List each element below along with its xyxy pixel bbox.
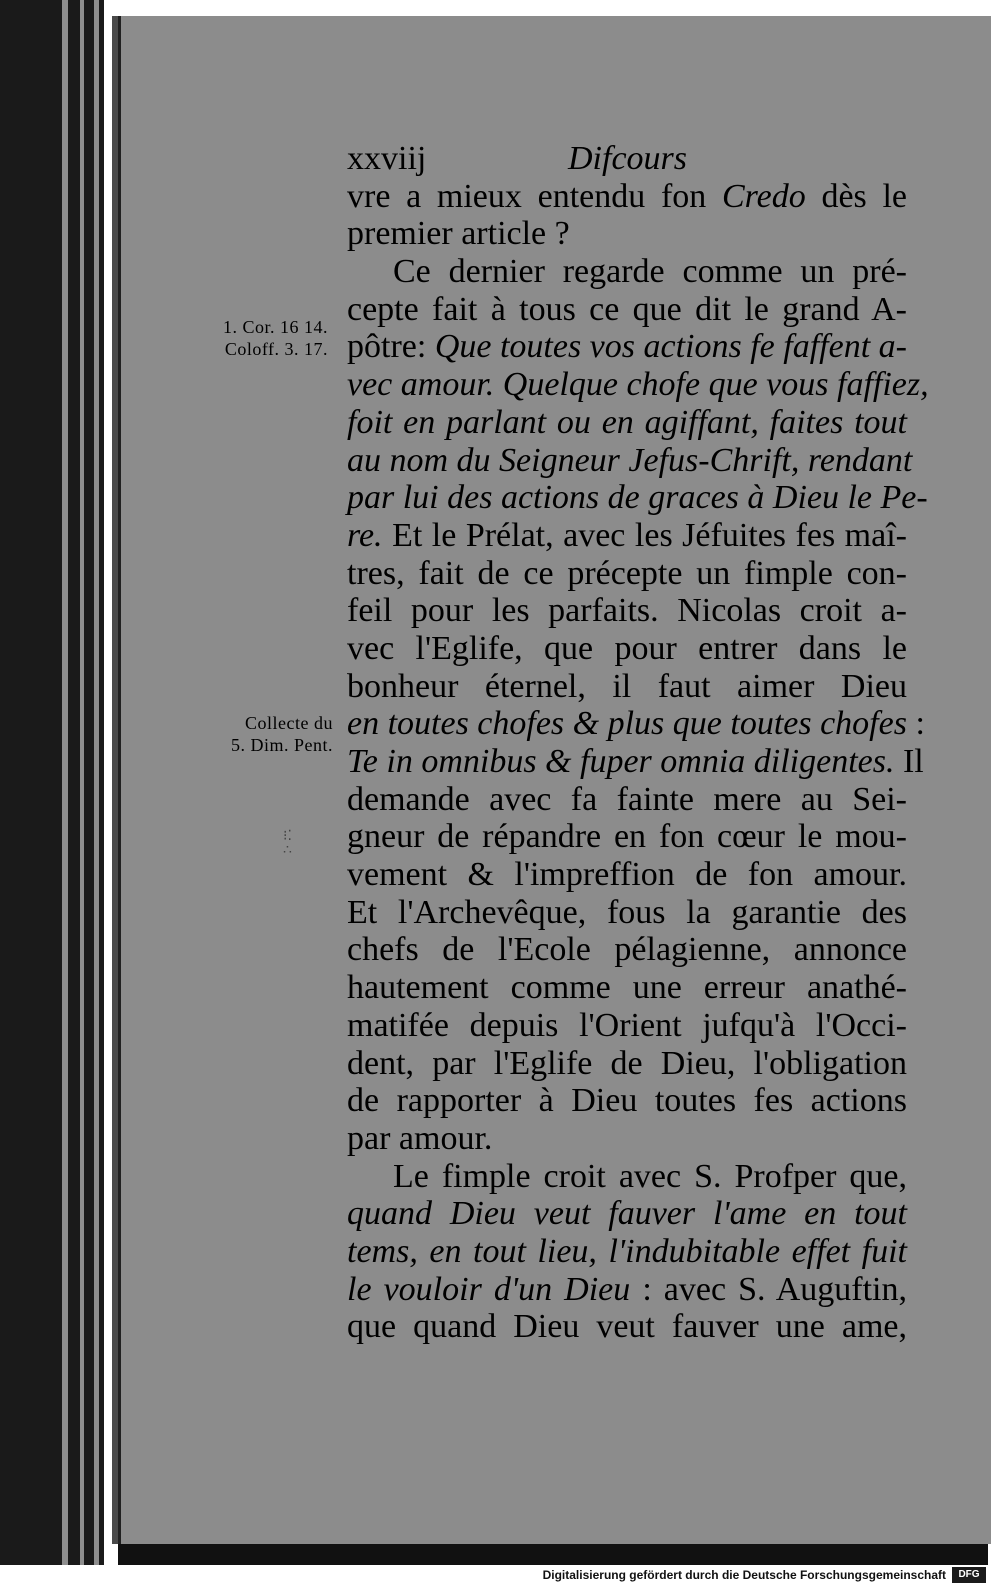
text-line xyxy=(347,366,929,404)
italic-run: en toutes chofes & plus que toutes chofes xyxy=(347,705,907,743)
text-run: de rapporter à Dieu toutes fes actions xyxy=(347,1082,907,1120)
text-run: par amour. xyxy=(347,1119,493,1157)
italic-run: Te in omnibus & fuper omnia diligentes. xyxy=(347,743,895,780)
text-line xyxy=(347,630,907,668)
text-line xyxy=(347,178,907,216)
text-run: dès le xyxy=(805,177,908,215)
text-line xyxy=(347,1308,907,1346)
spine-edge xyxy=(62,0,68,1565)
text-line xyxy=(347,215,907,253)
italic-run: quand Dieu veut fauver l'ame en tout xyxy=(347,1195,907,1233)
text-line xyxy=(347,743,924,781)
spine-edge xyxy=(80,0,84,1565)
dfg-logo: DFG xyxy=(952,1567,986,1583)
text-run: matifée depuis l'Orient jufqu'à l'Occi- xyxy=(347,1006,907,1044)
running-header xyxy=(347,140,907,178)
text-run: tres, fait de ce précepte un fimple con- xyxy=(347,554,907,592)
text-run: bonheur éternel, il faut aimer Dieu xyxy=(347,667,907,705)
italic-run: par lui des actions de graces à Dieu le Pe- xyxy=(347,479,928,517)
text-run: cepte fait à tous ce que dit le grand A- xyxy=(347,290,907,328)
ink-smudge: ⁝⁚ ∴ xyxy=(283,829,292,858)
text-run: feil pour les parfaits. Nicolas croit a- xyxy=(347,592,907,630)
text-run: : avec S. Auguftin, xyxy=(630,1270,907,1308)
margin-note-collect xyxy=(168,712,333,756)
italic-run: re. xyxy=(347,516,383,554)
text-run: vec l'Eglife, que pour entrer dans le xyxy=(347,629,907,667)
spine-edge xyxy=(94,0,99,1565)
text-line xyxy=(347,592,907,630)
text-run: hautement comme une erreur anathé- xyxy=(347,969,907,1007)
text-run: Le fimple croit avec S. Profper que, xyxy=(393,1157,907,1195)
text-run: Ce dernier regarde comme un pré- xyxy=(393,253,907,291)
italic-run: au nom du Seigneur Jefus-Chrift, rendant xyxy=(347,441,913,479)
text-line xyxy=(347,668,907,706)
text-run: vement & l'impreffion de fon amour. xyxy=(347,856,907,894)
text-run: Il xyxy=(894,743,924,780)
book-spine xyxy=(0,0,104,1565)
text-run: que quand Dieu veut fauver une ame, xyxy=(347,1308,907,1346)
margin-note-scripture xyxy=(168,316,328,360)
italic-run: foit en parlant ou en agiffant, faites tout xyxy=(347,403,907,441)
italic-run: Credo xyxy=(721,177,806,215)
running-title: Difcours xyxy=(568,140,687,177)
margin-note-line: 1. Cor. 16 14. xyxy=(222,317,328,337)
text-line xyxy=(347,931,907,969)
page-number: xxviij xyxy=(347,140,427,177)
text-run: Et le Prélat, avec les Jéfuites fes maî- xyxy=(382,516,907,554)
text-line xyxy=(347,1120,907,1158)
text-line xyxy=(347,894,907,932)
margin-note-line: Coloff. 3. 17. xyxy=(224,339,328,359)
text-line xyxy=(347,818,907,856)
text-line xyxy=(347,1271,907,1309)
text-line xyxy=(347,1233,907,1271)
text-line xyxy=(347,1195,907,1233)
text-run: Et l'Archevêque, fous la garantie des xyxy=(347,893,907,931)
italic-run: tems, en tout lieu, l'indubitable effet fuit xyxy=(347,1232,907,1270)
text-line xyxy=(347,705,925,743)
text-line xyxy=(347,1045,907,1083)
text-line xyxy=(347,969,907,1007)
body-text xyxy=(347,140,929,1346)
margin-note-line: 5. Dim. Pent. xyxy=(230,735,333,755)
italic-run: vec amour. Quelque chofe que vous faffiez, xyxy=(347,366,929,404)
funding-credit: Digitalisierung gefördert durch die Deutsche Forschungsgemeinschaft xyxy=(542,1568,946,1582)
leaf-bottom-edge xyxy=(118,1544,988,1565)
text-line xyxy=(347,1007,907,1045)
text-run: demande avec fa fainte mere au Sei- xyxy=(347,780,907,818)
text-line xyxy=(347,404,907,442)
text-run: premier article ? xyxy=(347,215,570,253)
text-line xyxy=(347,1158,907,1196)
text-line xyxy=(347,781,907,819)
text-run: vre a mieux entendu fon xyxy=(347,177,722,215)
text-lines xyxy=(347,177,929,1346)
text-run: chefs de l'Ecole pélagienne, annonce xyxy=(347,931,907,969)
italic-run: le vouloir d'un Dieu xyxy=(347,1270,631,1308)
text-line xyxy=(347,479,928,517)
text-line xyxy=(347,328,907,366)
italic-run: Que toutes vos actions fe faffent a- xyxy=(434,328,907,366)
text-run: gneur de répandre en fon cœur le mou- xyxy=(347,818,907,856)
margin-note-line: Collecte du xyxy=(245,713,333,733)
text-run: dent, par l'Eglife de Dieu, l'obligation xyxy=(347,1044,907,1082)
text-line xyxy=(347,1082,907,1120)
text-line xyxy=(347,253,907,291)
text-line xyxy=(347,517,907,555)
text-line xyxy=(347,555,907,593)
text-line xyxy=(347,441,913,480)
text-line xyxy=(347,856,907,894)
text-run: : xyxy=(906,705,925,743)
footer-bar xyxy=(0,1565,1000,1587)
text-run: pôtre: xyxy=(347,328,435,366)
text-line xyxy=(347,291,907,329)
